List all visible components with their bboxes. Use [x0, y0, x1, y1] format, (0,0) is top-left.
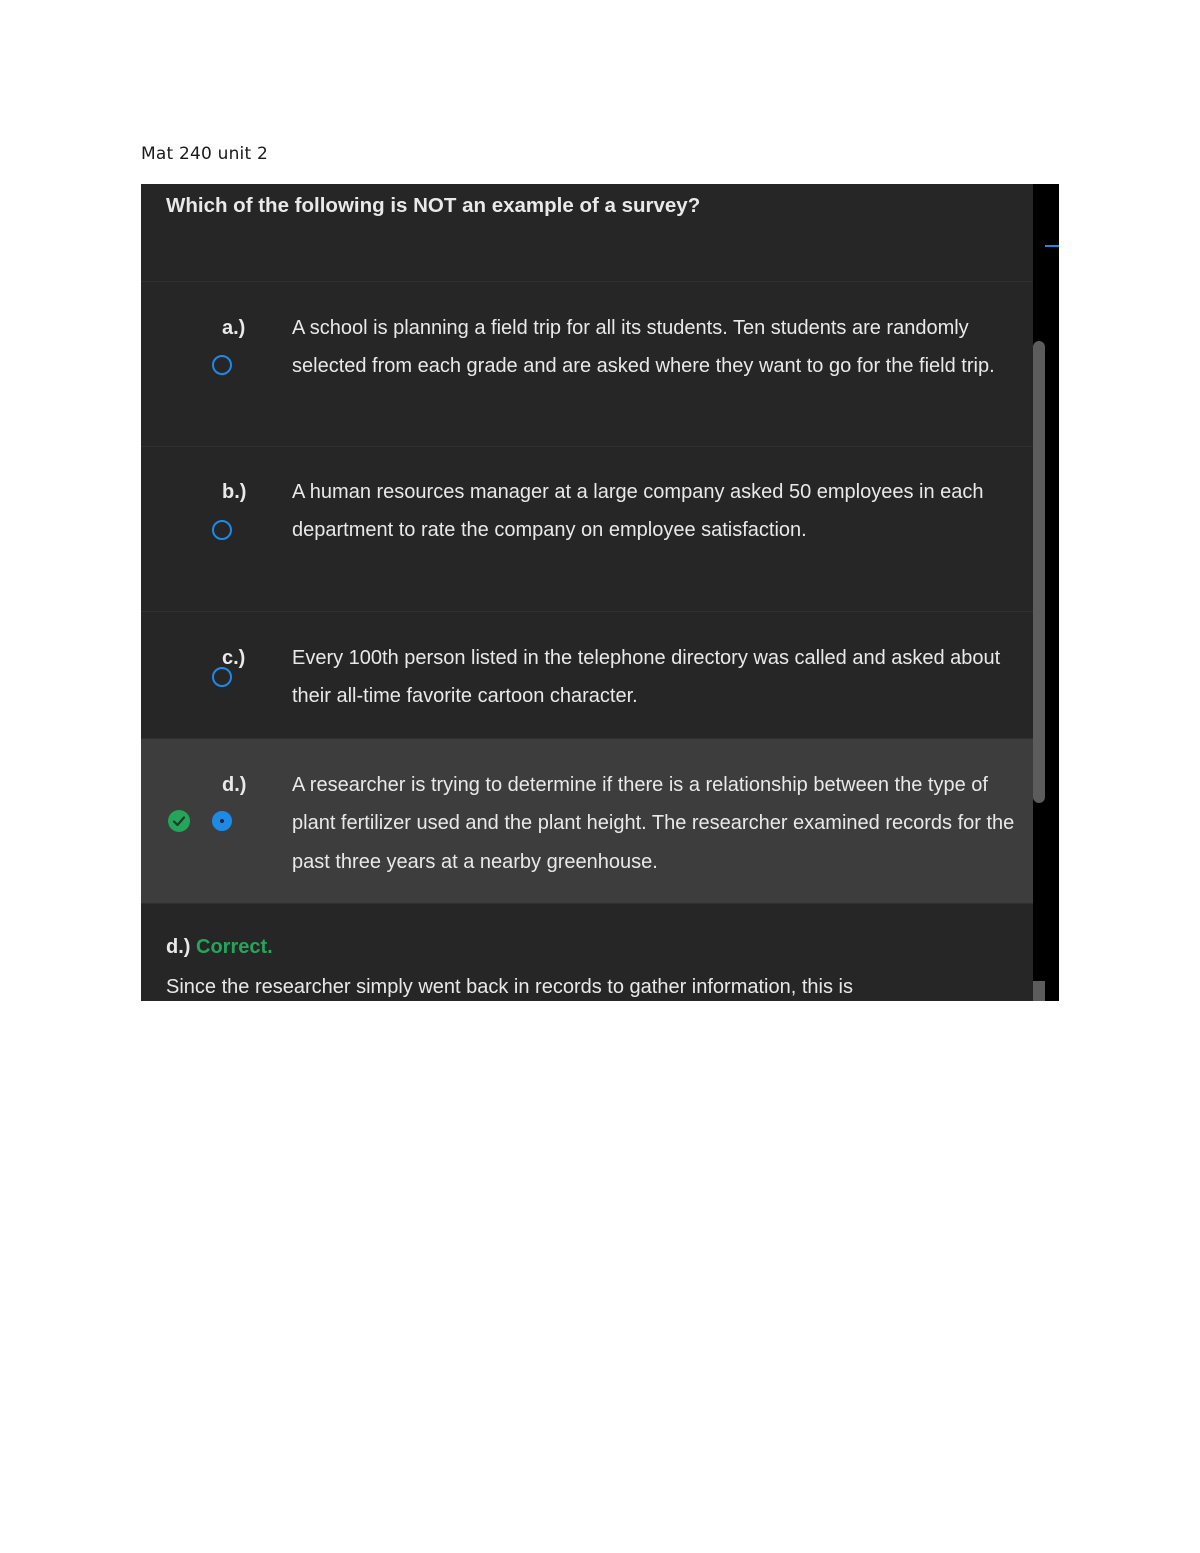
option-a-text: [222, 309, 1017, 386]
scrollbar-thumb[interactable]: [1033, 341, 1045, 803]
option-a-letter: a.): [222, 317, 246, 339]
option-c-body: Every 100th person listed in the telephone directory was called and asked about their all-time favorite cartoon character.: [292, 647, 1001, 708]
feedback-letter: d.): [166, 936, 191, 958]
radio-option-b[interactable]: [212, 520, 232, 540]
feedback-explanation: Since the researcher simply went back in records to gather information, this is: [166, 976, 853, 998]
feedback-heading: [166, 936, 273, 959]
option-c-text: [222, 639, 1017, 716]
option-c-letter: c.): [222, 647, 246, 669]
question-text: Which of the following is NOT an example of a survey?: [166, 194, 701, 217]
option-d-letter: d.): [222, 774, 247, 796]
radio-option-d[interactable]: [212, 811, 232, 831]
answer-option-b[interactable]: [141, 447, 1033, 612]
quiz-panel: [141, 184, 1033, 1001]
option-d-body: A researcher is trying to determine if there is a relationship between the type of plant fertilizer used and the plant height. The researcher examined records for the past three years at a nearby greenhouse.: [292, 774, 1015, 873]
radio-option-a[interactable]: [212, 355, 232, 375]
option-d-text: [222, 766, 1017, 881]
answer-option-c[interactable]: [141, 612, 1033, 739]
scroll-position-marker: [1045, 245, 1059, 247]
question-header: [141, 184, 1033, 282]
scrollbar-thumb-lower[interactable]: [1033, 981, 1045, 1001]
option-b-text: [222, 473, 1017, 550]
option-b-body: A human resources manager at a large company asked 50 employees in each department to rate the company on employee satisfaction.: [292, 481, 984, 542]
option-b-letter: b.): [222, 481, 247, 503]
document-heading: Mat 240 unit 2: [141, 144, 268, 164]
feedback-status: Correct.: [196, 936, 273, 958]
check-circle-icon: [167, 809, 191, 833]
answer-option-a[interactable]: [141, 282, 1033, 447]
option-a-body: A school is planning a field trip for all its students. Ten students are randomly selected from each grade and are asked where they want to go for the field trip.: [292, 317, 995, 378]
answer-feedback: [166, 936, 853, 998]
quiz-screenshot: [141, 184, 1059, 1001]
answer-option-d[interactable]: [141, 739, 1033, 904]
